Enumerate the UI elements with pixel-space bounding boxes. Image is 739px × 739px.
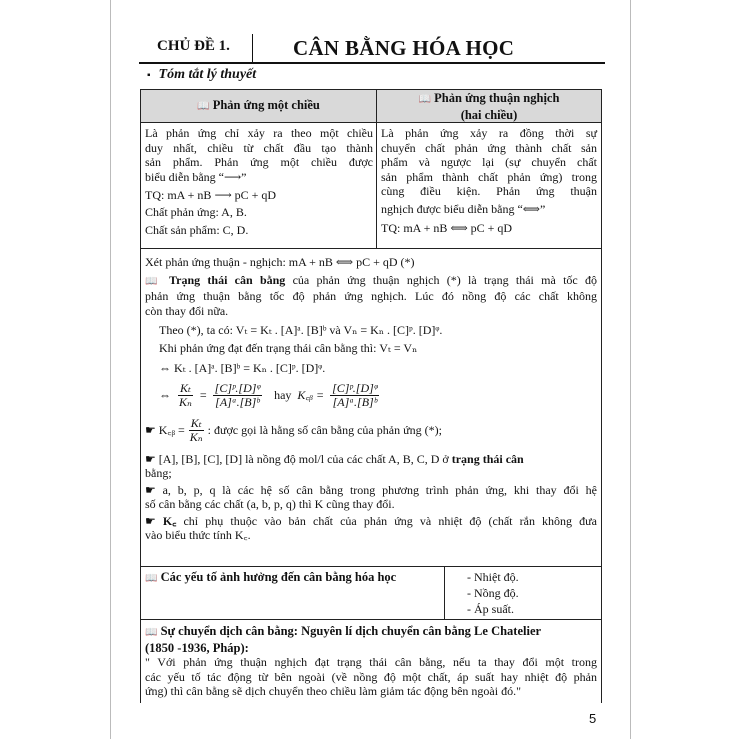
col1-line: Chất phản ứng: A, B. xyxy=(145,204,247,219)
definition-line: còn thay đổi nữa. xyxy=(145,303,229,318)
section-heading xyxy=(147,67,256,83)
page-number: 5 xyxy=(589,711,597,726)
col1-line: duy nhất, chiều từ chất đầu tạo thành xyxy=(145,140,373,155)
factors-list xyxy=(467,569,597,617)
shift-title xyxy=(145,624,597,641)
col2-line: sản phẩm thành chất phản ứng) trong xyxy=(381,169,597,184)
col2-header-line1: Phản ứng thuận nghịch xyxy=(434,91,560,105)
frac-den: [A]ᵃ.[B]ᵇ xyxy=(332,394,377,409)
intro-line: Xét phản ứng thuận - nghịch: mA + nB ⟺ pC + qD (*) xyxy=(145,255,415,269)
bullet-icon: ▪ xyxy=(147,70,151,81)
shift-section xyxy=(145,624,597,699)
equation-step1: ⇔ Kₜ . [A]ᵃ. [B]ᵇ = Kₙ . [C]ᵖ. [D]ᵠ. xyxy=(159,361,326,375)
book-icon: 📖 xyxy=(145,627,158,638)
quote-line: " Với phản ứng thuận nghịch đạt trạng thái cân bằng, nếu ta thay đổi một trong xyxy=(145,655,597,669)
pointer-icon: ☛ xyxy=(145,513,156,528)
book-icon: 📖 xyxy=(145,275,162,287)
topic-label: CHỦ ĐỀ 1. xyxy=(157,38,230,54)
rate-equation: Theo (*), ta có: Vₜ = Kₜ . [A]ᵃ. [B]ᵇ và Vₙ = Kₙ . [C]ᵖ. [D]ᵠ. xyxy=(159,323,443,337)
note1-line2: bằng; xyxy=(145,466,172,480)
title-underline xyxy=(139,62,605,64)
quote-line: ứng) thì cân bằng sẽ dịch chuyển theo chiều làm giảm tác động bên ngoài đó." xyxy=(145,684,521,698)
kcb-definition xyxy=(145,417,597,444)
col2-body xyxy=(381,126,597,236)
col2-line: TQ: mA + nB ⟺ pC + qD xyxy=(381,221,513,235)
equivalence-icon: ⇔ xyxy=(159,387,171,402)
equilibrium-section xyxy=(145,255,597,543)
table-top-border xyxy=(140,89,602,90)
col2-line: cùng điều kiện. Phản ứng thuận xyxy=(381,184,597,198)
factors-title-text: Các yếu tố ảnh hưởng đến cân bằng hóa học xyxy=(160,570,397,584)
note2-text: a, b, p, q là các hệ số cân bằng trong phương trình phản ứng, khi thay đổi hệ xyxy=(162,482,597,497)
note3 xyxy=(145,514,597,529)
factors-bottom-border xyxy=(140,619,602,620)
frac-den: Kₙ xyxy=(179,394,192,409)
col1-line: TQ: mA + nB ⟶ pC + qD xyxy=(145,188,277,202)
table-left-border xyxy=(140,89,141,703)
note1-bold: trạng thái cân xyxy=(451,451,524,466)
factors-divider xyxy=(444,566,445,619)
col1-line: Chất sản phẩm: C, D. xyxy=(145,223,249,237)
col2-line: Là phản ứng xảy ra đồng thời sự xyxy=(381,126,597,140)
col2-line: chuyển chất phản ứng thành chất sản xyxy=(381,140,597,155)
book-icon: 📖 xyxy=(145,573,158,584)
kt-kn-fraction xyxy=(188,417,205,444)
table-right-border xyxy=(601,89,602,703)
note3-bold: K꜀ xyxy=(162,513,177,528)
section-heading-text: Tóm tắt lý thuyết xyxy=(158,67,257,82)
factor-item: - Nhiệt độ. xyxy=(467,570,519,584)
frac-num: Kₜ xyxy=(179,380,191,395)
factors-title xyxy=(145,570,440,587)
factor-item: - Áp suất. xyxy=(467,602,514,616)
definition-text: của phản ứng thuận nghịch (*) là trạng thái mà tốc độ xyxy=(285,272,598,287)
definition-term: Trạng thái cân bằng xyxy=(169,272,286,287)
quote-line: các yếu tố tác động từ bên ngoài (về nồng độ một chất, áp suất hay nhiệt độ phản xyxy=(145,669,597,684)
page-title: CÂN BẰNG HÓA HỌC xyxy=(293,36,515,60)
col1-header xyxy=(141,98,376,115)
col1-body xyxy=(145,126,373,238)
col2-line: phẩm và ngược lại (sự chuyển chất xyxy=(381,155,597,169)
shift-years: (1850 -1936, Pháp): xyxy=(145,640,249,655)
concentration-fraction xyxy=(213,382,262,409)
note1 xyxy=(145,452,597,467)
document-page xyxy=(110,0,631,739)
table-row-border xyxy=(140,248,602,249)
definition-line xyxy=(145,273,597,290)
frac-den: Kₙ xyxy=(189,429,203,444)
definition-line: phản ứng thuận bằng tốc độ phản ứng nghịch. Lúc đó nồng độ các chất không xyxy=(145,289,597,303)
frac-den: [A]ᵃ.[B]ᵇ xyxy=(215,394,260,409)
col1-line: Là phản ứng chỉ xảy ra theo một chiều xyxy=(145,126,373,140)
col1-line: sản phẩm. Phản ứng một chiều được xyxy=(145,155,373,169)
equation-step2: ⇔ $\frac{\text{Kₜ}}{\text{Kₙ}}$ = $\frac{\text{[C]ᵖ.[D]ᵠ}}{\text{[A]ᵃ.[B]ᵇ}}$ hay K꜀ᵦ = $\frac{\text{[C]ᵖ.[D]ᵠ}}{\text{[A]ᵃ.[B]ᵇ}}$ xyxy=(159,380,378,409)
col1-header-text: Phản ứng một chiều xyxy=(212,98,320,112)
col2-line: nghịch được biểu diễn bằng “⟺” xyxy=(381,201,546,216)
shift-title-text: Sự chuyển dịch cân bằng: Nguyên lí dịch chuyển cân bằng Le Chatelier xyxy=(160,624,542,638)
kcb-symbol: K꜀ᵦ = xyxy=(297,387,325,402)
factors-top-border xyxy=(140,566,602,567)
frac-num: Kₜ xyxy=(190,415,202,430)
table-header-border xyxy=(140,122,602,123)
equilibrium-condition: Khi phản ứng đạt đến trạng thái cân bằng thì: Vₜ = Vₙ xyxy=(159,340,418,355)
col2-header-line2: (hai chiều) xyxy=(460,107,518,122)
col1-line: biểu diễn bằng “⟶” xyxy=(145,169,247,184)
frac-num: [C]ᵖ.[D]ᵠ xyxy=(332,380,378,395)
pointer-icon: ☛ xyxy=(145,422,156,437)
kcb-description: : được gọi là hằng số cân bằng của phản ứng (*); xyxy=(207,422,442,437)
note2-line2: số cân bằng các chất (a, b, p, q) thì K cũng thay đổi. xyxy=(145,497,395,511)
note3-line2: vào biểu thức tính K꜀. xyxy=(145,528,251,542)
book-icon: 📖 xyxy=(197,101,210,112)
kcb-label: K꜀ᵦ = xyxy=(158,422,185,437)
pointer-icon: ☛ xyxy=(145,482,156,497)
note1-text: [A], [B], [C], [D] là nồng độ mol/l của các chất A, B, C, D ở xyxy=(158,451,452,466)
pointer-icon: ☛ xyxy=(145,451,156,466)
kt-kn-fraction xyxy=(177,382,194,409)
frac-num: [C]ᵖ.[D]ᵠ xyxy=(214,380,261,395)
col2-header xyxy=(377,91,601,122)
header-divider xyxy=(252,34,253,62)
book-icon: 📖 xyxy=(418,94,432,105)
factor-item: - Nồng độ. xyxy=(467,586,519,600)
hay-word: hay xyxy=(274,387,292,402)
note2 xyxy=(145,483,597,498)
concentration-fraction xyxy=(330,382,379,409)
note3-text: chỉ phụ thuộc vào bản chất của phản ứng và nhiệt độ (chất rắn không đưa xyxy=(176,513,597,528)
